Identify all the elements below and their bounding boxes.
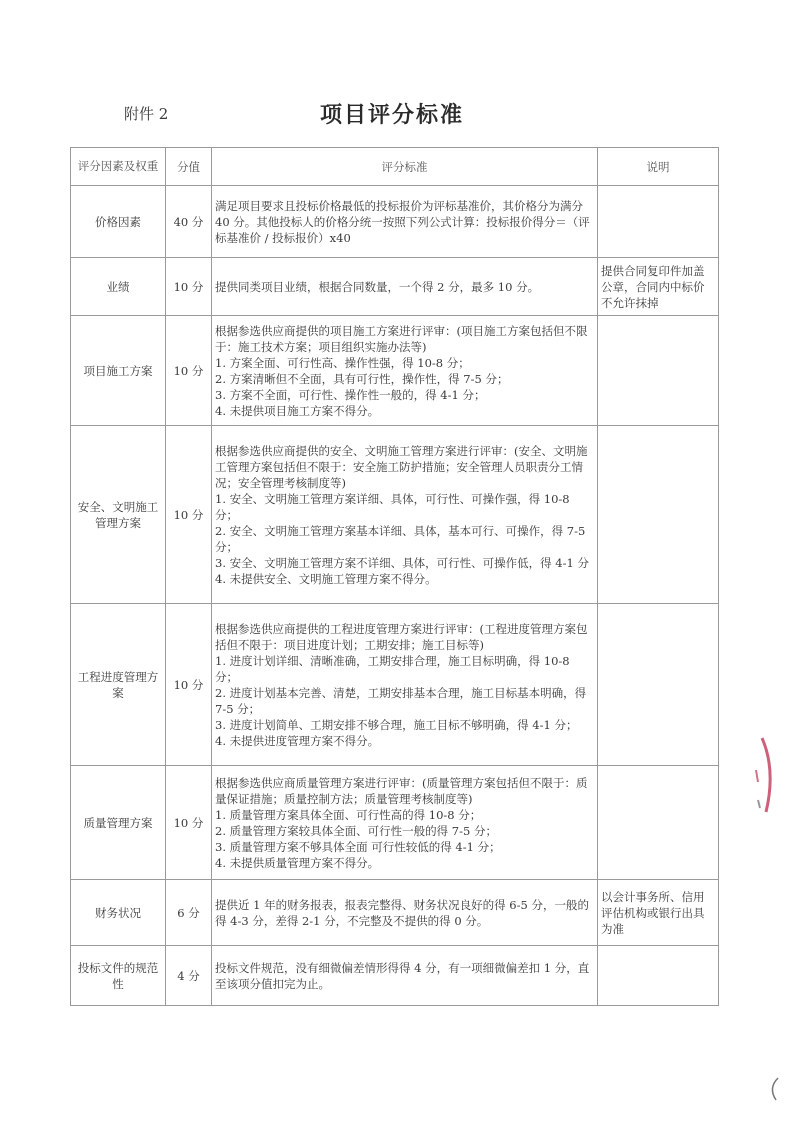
criteria-line: 2. 方案清晰但不全面，具有可行性，操作性，得 7-5 分； — [215, 371, 509, 386]
criteria-line: 4. 未提供安全、文明施工管理方案不得分。 — [215, 571, 437, 586]
factor-cell: 项目施工方案 — [71, 316, 166, 426]
criteria-line: 根据参选供应商提供的工程进度管理方案进行评审：(工程进度管理方案包括但不限于：项目进度计划；工期安排；施工目标等) — [215, 621, 588, 652]
factor-cell: 财务状况 — [71, 880, 166, 946]
score-cell: 4 分 — [166, 946, 212, 1006]
criteria-cell — [212, 258, 598, 316]
criteria-line: 3. 进度计划简单、工期安排不够合理，施工目标不够明确，得 4-1 分； — [215, 717, 578, 732]
table-body — [71, 186, 719, 1006]
score-cell: 40 分 — [166, 186, 212, 258]
criteria-line: 1. 进度计划详细、清晰准确，工期安排合理，施工目标明确，得 10-8 分； — [215, 653, 574, 684]
seal-fragment-icon — [752, 730, 782, 820]
criteria-line: 1. 方案全面、可行性高、操作性强，得 10-8 分； — [215, 355, 470, 370]
factor-cell: 投标文件的规范性 — [71, 946, 166, 1006]
table-row — [71, 946, 719, 1006]
table-row — [71, 186, 719, 258]
score-cell: 10 分 — [166, 604, 212, 766]
criteria-cell — [212, 426, 598, 604]
criteria-cell — [212, 766, 598, 880]
score-cell: 10 分 — [166, 426, 212, 604]
note-cell — [598, 186, 719, 258]
table-row — [71, 880, 719, 946]
attachment-label: 附件 2 — [124, 105, 169, 123]
note-cell — [598, 604, 719, 766]
note-cell: 以会计事务所、信用评估机构或银行出具为准 — [598, 880, 719, 946]
criteria-line: 提供近 1 年的财务报表，报表完整得、财务状况良好的得 6-5 分，一般的得 4-3 分，差得 2-1 分，不完整及不提供的得 0 分。 — [215, 897, 589, 928]
criteria-cell — [212, 186, 598, 258]
scan-mark-icon — [764, 1074, 784, 1104]
table-row — [71, 426, 719, 604]
table-row — [71, 766, 719, 880]
criteria-line: 2. 进度计划基本完善、清楚，工期安排基本合理，施工目标基本明确，得 7-5 分； — [215, 685, 590, 716]
note-cell: 提供合同复印件加盖公章，合同内中标价不允许抹掉 — [598, 258, 719, 316]
criteria-line: 1. 质量管理方案具体全面、可行性高的得 10-8 分； — [215, 807, 482, 822]
criteria-cell — [212, 880, 598, 946]
criteria-line: 2. 质量管理方案较具体全面、可行性一般的得 7-5 分； — [215, 823, 497, 838]
criteria-line: 4. 未提供质量管理方案不得分。 — [215, 855, 380, 870]
criteria-line: 3. 方案不全面，可行性、操作性一般的，得 4-1 分； — [215, 387, 486, 402]
criteria-line: 投标文件规范，没有细微偏差情形得得 4 分，有一项细微偏差扣 1 分，直至该项分值扣完为止。 — [215, 960, 590, 991]
header-score: 分值 — [166, 148, 212, 186]
page-title: 项目评分标准 — [320, 102, 465, 128]
note-cell — [598, 316, 719, 426]
criteria-cell — [212, 316, 598, 426]
table-row — [71, 316, 719, 426]
header-criteria: 评分标准 — [212, 148, 598, 186]
criteria-line: 3. 安全、文明施工管理方案不详细、具体，可行性、可操作低，得 4-1 分 — [215, 555, 589, 570]
criteria-cell — [212, 946, 598, 1006]
criteria-line: 根据参选供应商质量管理方案进行评审：(质量管理方案包括但不限于：质量保证措施；质量控制方法；质量管理考核制度等) — [215, 775, 588, 806]
factor-cell: 工程进度管理方案 — [71, 604, 166, 766]
score-cell: 6 分 — [166, 880, 212, 946]
scoring-table — [70, 147, 719, 1006]
criteria-line: 4. 未提供进度管理方案不得分。 — [215, 733, 380, 748]
score-cell: 10 分 — [166, 316, 212, 426]
criteria-line: 3. 质量管理方案不够具体全面 可行性较低的得 4-1 分； — [215, 839, 501, 854]
criteria-line: 提供同类项目业绩，根据合同数量，一个得 2 分，最多 10 分。 — [215, 279, 540, 294]
note-cell — [598, 766, 719, 880]
table-row — [71, 258, 719, 316]
criteria-line: 1. 安全、文明施工管理方案详细、具体，可行性、可操作强，得 10-8 分； — [215, 491, 574, 522]
score-cell: 10 分 — [166, 258, 212, 316]
factor-cell: 价格因素 — [71, 186, 166, 258]
note-cell — [598, 426, 719, 604]
factor-cell: 安全、文明施工管理方案 — [71, 426, 166, 604]
criteria-line: 满足项目要求且投标价格最低的投标报价为评标基准价，其价格分为满分 40 分。其他投标人的价格分统一按照下列公式计算：投标报价得分＝（评标基准价 / 投标报价）x40 — [215, 198, 590, 245]
table-row — [71, 604, 719, 766]
table-header-row — [71, 148, 719, 186]
factor-cell: 业绩 — [71, 258, 166, 316]
criteria-line: 根据参选供应商提供的安全、文明施工管理方案进行评审：(安全、文明施工管理方案包括但不限于：安全施工防护措施；安全管理人员职责分工情况；安全管理考核制度等) — [215, 443, 588, 490]
factor-cell: 质量管理方案 — [71, 766, 166, 880]
score-cell: 10 分 — [166, 766, 212, 880]
header-factor: 评分因素及权重 — [71, 148, 166, 186]
criteria-line: 根据参选供应商提供的项目施工方案进行评审：(项目施工方案包括但不限于：施工技术方案；项目组织实施办法等) — [215, 323, 588, 354]
note-cell — [598, 946, 719, 1006]
criteria-cell — [212, 604, 598, 766]
header-note: 说明 — [598, 148, 719, 186]
criteria-line: 2. 安全、文明施工管理方案基本详细、具体，基本可行、可操作，得 7-5 分； — [215, 523, 589, 554]
criteria-line: 4. 未提供项目施工方案不得分。 — [215, 403, 380, 418]
